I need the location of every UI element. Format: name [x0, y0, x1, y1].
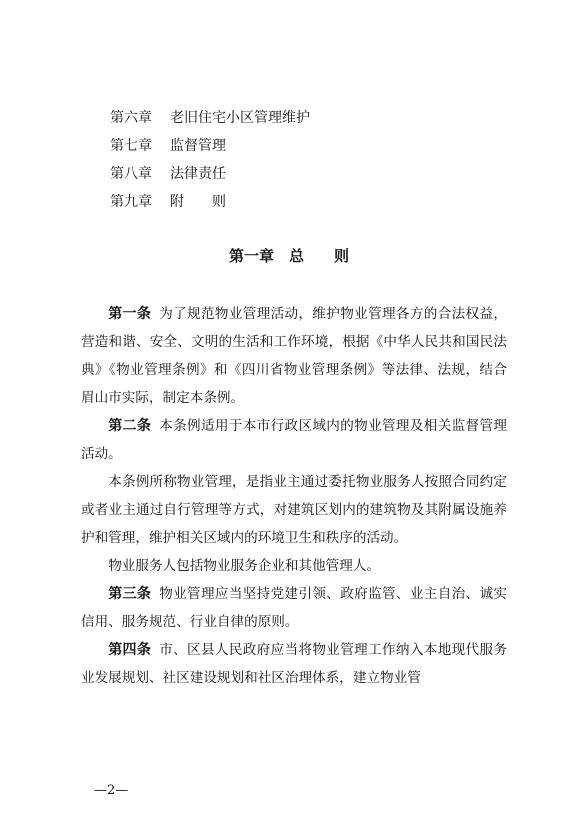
chapter-heading: 第一章 总 则 [228, 247, 349, 265]
article-label: 第四条 [108, 642, 152, 658]
toc-entry [110, 160, 530, 188]
article-text: 本条例所称物业管理，是指业主通过委托物业服务人按照合同约定或者业主通过自行管理等方式，对建筑区划内的建筑物及其附属设施养护和管理，维护相关区域内的环境卫生和秩序的活动。 [81, 474, 507, 546]
toc-chapter-title: 法律责任 [170, 166, 226, 182]
article-paragraph [81, 552, 507, 580]
article-label: 第一条 [108, 306, 152, 322]
toc-chapter-title: 附 则 [170, 194, 226, 210]
table-of-contents [110, 104, 530, 216]
toc-entry [110, 132, 530, 160]
toc-chapter-title: 监督管理 [170, 138, 226, 154]
article-paragraph [81, 412, 507, 468]
document-body [81, 300, 507, 692]
toc-chapter-title: 老旧住宅小区管理维护 [170, 110, 310, 126]
toc-entry [110, 104, 530, 132]
toc-chapter-number: 第九章 [110, 194, 152, 210]
article-paragraph [81, 468, 507, 552]
article-paragraph [81, 300, 507, 412]
article-paragraph [81, 636, 507, 692]
toc-entry [110, 188, 530, 216]
toc-chapter-number: 第七章 [110, 138, 152, 154]
toc-chapter-number: 第六章 [110, 110, 152, 126]
article-text: 本条例适用于本市行政区域内的物业管理及相关监督管理活动。 [81, 418, 508, 462]
article-text: 市、区县人民政府应当将物业管理工作纳入本地现代服务业发展规划、社区建设规划和社区治理体系，建立物业管 [81, 642, 508, 686]
toc-chapter-number: 第八章 [110, 166, 152, 182]
article-text: 为了规范物业管理活动，维护物业管理各方的合法权益，营造和谐、安全、文明的生活和工作环境，根据《中华人民共和国民法典》《物业管理条例》和《四川省物业管理条例》等法律、法规，结合眉山市实际，制定本条例。 [81, 306, 508, 406]
article-paragraph [81, 580, 507, 636]
page-number: —2— [94, 783, 129, 798]
article-text: 物业服务人包括物业服务企业和其他管理人。 [108, 558, 381, 574]
article-label: 第三条 [108, 586, 152, 602]
article-label: 第二条 [108, 418, 152, 434]
article-text: 物业管理应当坚持党建引领、政府监管、业主自治、诚实信用、服务规范、行业自律的原则。 [81, 586, 508, 630]
